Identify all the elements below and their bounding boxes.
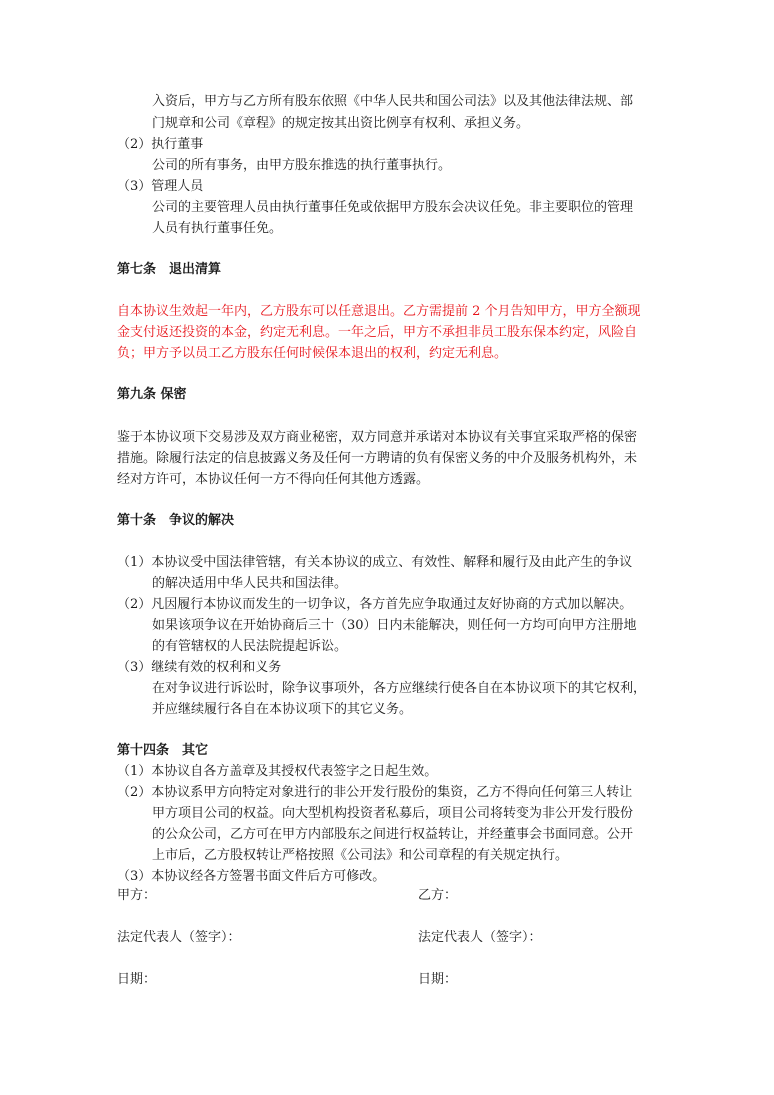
article-7-line-1: 自本协议生效起一年内，乙方股东可以任意退出。乙方需提前 2 个月告知甲方，甲方全额现: [117, 304, 641, 319]
intro-item-2-label: （2）执行董事: [117, 137, 204, 152]
article-14-item-3: （3）本协议经各方签署书面文件后方可修改。: [117, 869, 386, 884]
intro-line-1: 入资后，甲方与乙方所有股东依照《中华人民共和国公司法》以及其他法律法规、部: [152, 94, 634, 109]
party-b-label: 乙方：: [418, 888, 458, 903]
article-9-heading: 第九条 保密: [117, 387, 187, 402]
party-a-representative-label: 法定代表人（签字）：: [117, 930, 241, 945]
article-9-line-1: 鉴于本协议项下交易涉及双方商业秘密，双方同意并承诺对本协议有关事宜采取严格的保密: [117, 430, 638, 445]
intro-item-2-body: 公司的所有事务，由甲方股东推选的执行董事执行。: [152, 158, 452, 173]
intro-item-3-body-1: 公司的主要管理人员由执行董事任免或依据甲方股东会决议任免。非主要职位的管理: [152, 200, 634, 215]
intro-item-3-body-2: 人员有执行董事任免。: [152, 221, 283, 236]
article-10-item-2: （2）凡因履行本协议而发生的一切争议，各方首先应争取通过友好协商的方式加以解决。: [117, 597, 633, 612]
article-9-line-3: 经对方许可，本协议任何一方不得向任何其他方透露。: [117, 472, 430, 487]
article-10-heading: 第十条 争议的解决: [117, 513, 235, 528]
article-14-item-2-cont-3: 上市后，乙方股权转让严格按照《公司法》和公司章程的有关规定执行。: [152, 848, 569, 863]
article-10-item-1-cont: 的解决适用中华人民共和国法律。: [152, 576, 348, 591]
article-14-item-2-cont-1: 甲方项目公司的权益。向大型机构投资者私募后，项目公司将转变为非公开发行股份: [152, 806, 634, 821]
party-a-date-label: 日期：: [117, 972, 157, 987]
article-10-item-2-cont-2: 的有管辖权的人民法院提起诉讼。: [152, 639, 348, 654]
article-14-item-1: （1）本协议自各方盖章及其授权代表签字之日起生效。: [117, 764, 438, 779]
article-14-item-2: （2）本协议系甲方向特定对象进行的非公开发行股份的集资，乙方不得向任何第三人转让: [117, 785, 633, 800]
article-7-line-2: 金支付返还投资的本金，约定无利息。一年之后，甲方不承担非员工股东保本约定，风险自: [117, 325, 638, 340]
article-7-line-3: 负；甲方予以员工乙方股东任何时候保本退出的权利，约定无利息。: [117, 346, 508, 361]
article-14-item-2-cont-2: 的公众公司，乙方可在甲方内部股东之间进行权益转让，并经董事会书面同意。公开: [152, 827, 634, 842]
party-b-representative-label: 法定代表人（签字）：: [418, 930, 542, 945]
article-9-line-2: 措施。除履行法定的信息披露义务及任何一方聘请的负有保密义务的中介及服务机构外，未: [117, 451, 638, 466]
article-10-item-3-cont-2: 并应继续履行各自在本协议项下的其它义务。: [152, 702, 413, 717]
article-14-heading: 第十四条 其它: [117, 743, 209, 758]
party-a-label: 甲方：: [117, 888, 157, 903]
party-b-date-label: 日期：: [418, 972, 458, 987]
article-10-item-3: （3）继续有效的权利和义务: [117, 660, 282, 675]
intro-line-2: 门规章和公司《章程》的规定按其出资比例享有权利、承担义务。: [152, 116, 530, 131]
article-10-item-1: （1）本协议受中国法律管辖，有关本协议的成立、有效性、解释和履行及由此产生的争议: [117, 555, 633, 570]
intro-item-3-label: （3）管理人员: [117, 179, 204, 194]
article-10-item-2-cont-1: 如果该项争议在开始协商后三十（30）日内未能解决，则任何一方均可向甲方注册地: [152, 618, 637, 633]
article-10-item-3-cont-1: 在对争议进行诉讼时，除争议事项外，各方应继续行使各自在本协议项下的其它权利，: [152, 681, 647, 696]
article-7-heading: 第七条 退出清算: [117, 262, 222, 277]
